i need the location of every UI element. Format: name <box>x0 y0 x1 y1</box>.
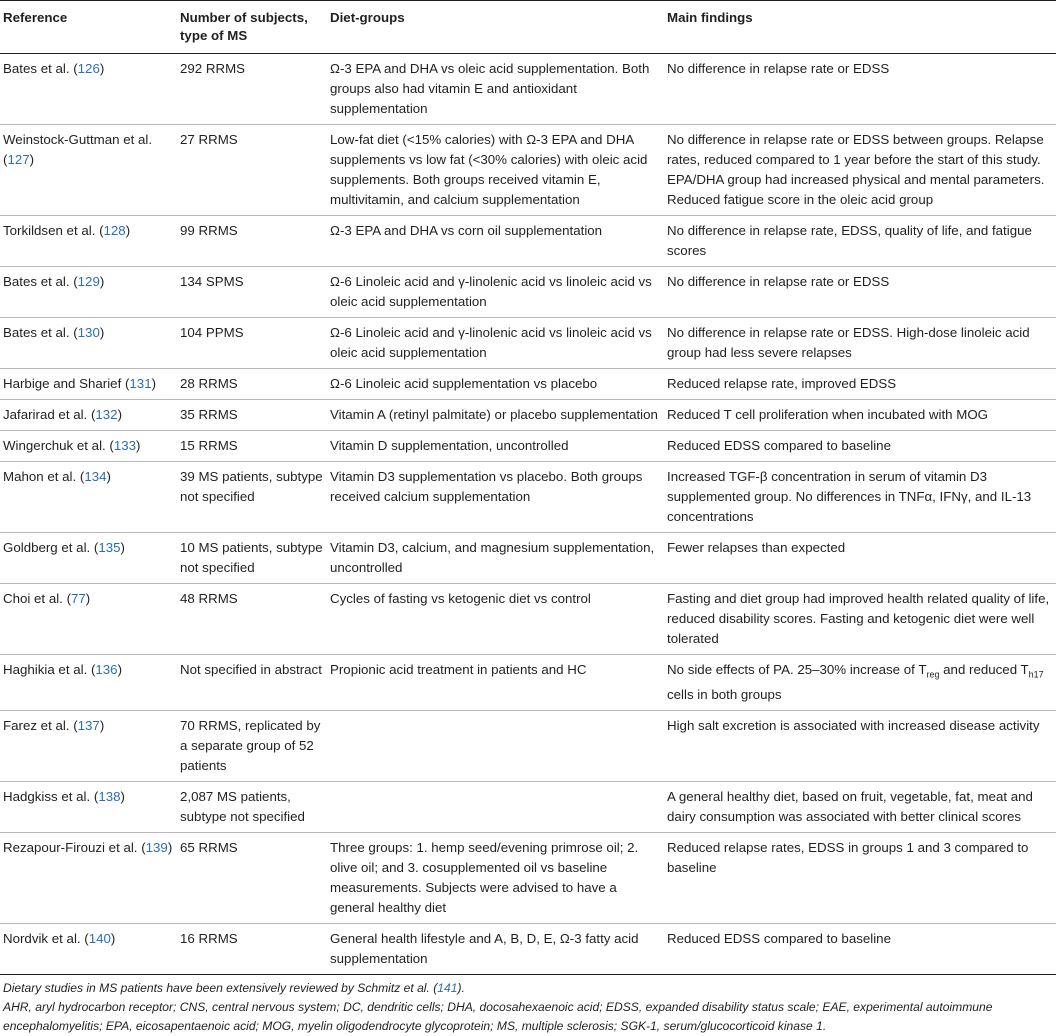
cell-diet-groups <box>330 710 667 781</box>
cell-reference <box>0 710 180 781</box>
cell-reference <box>0 267 180 318</box>
reference-link[interactable]: 135 <box>98 540 121 555</box>
reference-author: Jafarirad et al. ( <box>3 407 96 422</box>
header-row <box>0 1 1056 54</box>
table-header <box>0 1 1056 54</box>
reference-link[interactable]: 140 <box>88 930 111 946</box>
reference-link[interactable]: 133 <box>113 438 137 453</box>
reference-close: ) <box>136 438 141 453</box>
table-row <box>0 318 1056 369</box>
table-row <box>0 431 1056 462</box>
cell-diet-groups: Low-fat diet (<15% calories) with Ω-3 EPA and DHA supplements vs low fat (<30% calories) with oleic acid supplements. Both groups received vitamin E, multivitamin, and calcium supplementation <box>330 125 667 216</box>
cell-reference <box>0 584 180 655</box>
cell-reference <box>0 216 180 267</box>
reference-link[interactable]: 134 <box>84 469 107 484</box>
cell-diet-groups: Ω-6 Linoleic acid and γ-linolenic acid vs linoleic acid vs oleic acid supplementation <box>330 318 667 369</box>
table-row <box>0 584 1056 655</box>
cell-reference <box>0 125 180 216</box>
reference-link[interactable]: 130 <box>77 325 100 340</box>
table-body <box>0 54 1056 975</box>
cell-reference <box>0 431 180 462</box>
footnote-review <box>0 975 1056 998</box>
cell-main-findings: High salt excretion is associated with increased disease activity <box>667 710 1056 781</box>
cell-subjects: 28 RRMS <box>180 369 330 400</box>
reference-link[interactable]: 139 <box>145 839 168 855</box>
cell-main-findings: Reduced relapse rates, EDSS in groups 1 and 3 compared to baseline <box>667 832 1056 923</box>
reference-close: ) <box>99 717 105 733</box>
cell-diet-groups: Ω-6 Linoleic acid supplementation vs placebo <box>330 369 667 400</box>
cell-subjects: 48 RRMS <box>180 584 330 655</box>
footnote-abbreviations: AHR, aryl hydrocarbon receptor; CNS, central nervous system; DC, dendritic cells; DHA, docosahexaenoic acid; EDSS, expanded disability status scale; EAE, experimental autoimmune encephalomyelitis; EPA, eicosapentaenoic acid; MOG, myelin oligodendrocyte glycoprotein; MS, multiple sclerosis; SGK-1, serum/glucocorticoid kinase 1. <box>3 999 993 1033</box>
reference-author: Nordvik et al. ( <box>3 930 89 946</box>
reference-link[interactable]: 131 <box>129 376 152 391</box>
reference-close: ) <box>29 152 35 167</box>
cell-diet-groups: Ω-3 EPA and DHA vs corn oil supplementation <box>330 216 667 267</box>
cell-main-findings: A general healthy diet, based on fruit, vegetable, fat, meat and dairy consumption was associated with better clinical scores <box>667 781 1056 832</box>
cell-diet-groups: Cycles of fasting vs ketogenic diet vs control <box>330 584 667 655</box>
reference-author: Haghikia et al. ( <box>3 662 96 677</box>
reference-author: Bates et al. ( <box>3 325 78 340</box>
cell-subjects: 292 RRMS <box>180 54 330 125</box>
reference-close: ) <box>117 407 123 422</box>
cell-subjects: 10 MS patients, subtype not specified <box>180 533 330 584</box>
cell-reference <box>0 832 180 923</box>
reference-close: ) <box>99 325 105 340</box>
reference-author: Rezapour-Firouzi et al. ( <box>3 839 146 855</box>
cell-main-findings: Fasting and diet group had improved health related quality of life, reduced disability scores. Fasting and ketogenic diet were well tolerated <box>667 584 1056 655</box>
cell-reference <box>0 462 180 533</box>
table-row <box>0 125 1056 216</box>
cell-main-findings: Reduced EDSS compared to baseline <box>667 431 1056 462</box>
cell-main-findings: No difference in relapse rate or EDSS. High-dose linoleic acid group had less severe relapses <box>667 318 1056 369</box>
cell-main-findings: No side effects of PA. 25–30% increase of $T_{reg}$ and reduced $T_{h17}$ cells in both groups <box>667 655 1056 711</box>
reference-link[interactable]: 132 <box>95 407 118 422</box>
reference-author: Harbige and Sharief ( <box>3 376 130 391</box>
reference-author: Bates et al. ( <box>3 274 78 289</box>
cell-diet-groups: Three groups: 1. hemp seed/evening primrose oil; 2. olive oil; and 3. cosupplemented oil vs baseline measurements. Subjects were advised to have a general healthy diet <box>330 832 667 923</box>
reference-author: Goldberg et al. ( <box>3 540 99 555</box>
cell-main-findings: Reduced T cell proliferation when incubated with MOG <box>667 400 1056 431</box>
cell-main-findings: Reduced EDSS compared to baseline <box>667 923 1056 974</box>
cell-subjects: 15 RRMS <box>180 431 330 462</box>
reference-close: ) <box>99 274 105 289</box>
cell-main-findings: No difference in relapse rate, EDSS, quality of life, and fatigue scores <box>667 216 1056 267</box>
cell-subjects: 134 SPMS <box>180 267 330 318</box>
reference-author: Bates et al. ( <box>3 61 78 76</box>
table-row <box>0 369 1056 400</box>
cell-subjects: 104 PPMS <box>180 318 330 369</box>
reference-close: ) <box>125 223 131 238</box>
reference-link[interactable]: 138 <box>98 788 121 804</box>
cell-main-findings: Increased TGF-β concentration in serum of vitamin D3 supplemented group. No differences in TNFα, IFNγ, and IL-13 concentrations <box>667 462 1056 533</box>
reference-link[interactable]: 126 <box>77 61 100 76</box>
reference-close: ) <box>106 469 111 484</box>
cell-reference <box>0 781 180 832</box>
reference-close: ) <box>120 540 125 555</box>
reference-author: Mahon et al. ( <box>3 469 85 484</box>
table-row <box>0 832 1056 923</box>
cell-reference <box>0 369 180 400</box>
cell-subjects: 2,087 MS patients, subtype not specified <box>180 781 330 832</box>
reference-link[interactable]: 127 <box>7 152 30 167</box>
table-row <box>0 216 1056 267</box>
cell-main-findings: No difference in relapse rate or EDSS between groups. Relapse rates, reduced compared to 1 year before the start of this study. EPA/DHA group had increased physical and mental parameters. Reduced fatigue score in the oleic acid group <box>667 125 1056 216</box>
reference-close: ) <box>167 839 173 855</box>
header-main-findings: Main findings <box>667 1 1056 54</box>
cell-subjects: 99 RRMS <box>180 216 330 267</box>
cell-diet-groups: Vitamin A (retinyl palmitate) or placebo supplementation <box>330 400 667 431</box>
reference-author: Farez et al. ( <box>3 717 78 733</box>
cell-reference <box>0 400 180 431</box>
reference-link[interactable]: 128 <box>103 223 126 238</box>
table-row <box>0 781 1056 832</box>
reference-close: ) <box>120 788 125 804</box>
reference-close: ) <box>151 376 157 391</box>
reference-author: Wingerchuk et al. ( <box>3 438 114 453</box>
cell-subjects: 39 MS patients, subtype not specified <box>180 462 330 533</box>
reference-close: ) <box>117 662 123 677</box>
reference-link[interactable]: 137 <box>77 717 100 733</box>
table-row <box>0 655 1056 711</box>
footnote-ref-link[interactable]: 141 <box>437 980 458 995</box>
cell-subscript: h17 <box>1028 669 1044 680</box>
cell-main-findings: Fewer relapses than expected <box>667 533 1056 584</box>
cell-subjects: Not specified in abstract <box>180 655 330 711</box>
cell-subjects: 16 RRMS <box>180 923 330 974</box>
cell-subjects: 65 RRMS <box>180 832 330 923</box>
table-row <box>0 400 1056 431</box>
cell-diet-groups: Ω-3 EPA and DHA vs oleic acid supplementation. Both groups also had vitamin E and antioxidant supplementation <box>330 54 667 125</box>
cell-diet-groups: Propionic acid treatment in patients and HC <box>330 655 667 711</box>
cell-diet-groups: Vitamin D supplementation, uncontrolled <box>330 431 667 462</box>
table-row <box>0 267 1056 318</box>
cell-diet-groups: General health lifestyle and A, B, D, E, Ω-3 fatty acid supplementation <box>330 923 667 974</box>
reference-link[interactable]: 129 <box>77 274 100 289</box>
reference-author: Torkildsen et al. ( <box>3 223 104 238</box>
table-row <box>0 710 1056 781</box>
table-row <box>0 54 1056 125</box>
cell-subjects: 70 RRMS, replicated by a separate group of 52 patients <box>180 710 330 781</box>
cell-main-findings: No difference in relapse rate or EDSS <box>667 54 1056 125</box>
reference-link[interactable]: 136 <box>95 662 118 677</box>
reference-author: Hadgkiss et al. ( <box>3 788 99 804</box>
reference-link[interactable]: 77 <box>71 591 86 606</box>
reference-close: ) <box>99 61 105 76</box>
cell-reference <box>0 923 180 974</box>
cell-subscript: reg <box>926 669 940 680</box>
table-row <box>0 462 1056 533</box>
cell-main-findings: Reduced relapse rate, improved EDSS <box>667 369 1056 400</box>
cell-diet-groups: Vitamin D3 supplementation vs placebo. Both groups received calcium supplementation <box>330 462 667 533</box>
reference-author: Choi et al. ( <box>3 591 71 606</box>
cell-reference <box>0 54 180 125</box>
cell-reference <box>0 655 180 711</box>
reference-author: Weinstock-Guttman et al. ( <box>3 132 153 167</box>
header-subjects: Number of subjects, type of MS <box>180 1 330 54</box>
header-reference: Reference <box>0 1 180 54</box>
header-diet-groups: Diet-groups <box>330 1 667 54</box>
table-row <box>0 923 1056 974</box>
reference-close: ) <box>85 591 91 606</box>
cell-subjects: 35 RRMS <box>180 400 330 431</box>
cell-main-findings: No difference in relapse rate or EDSS <box>667 267 1056 318</box>
footnote-review-post: ). <box>457 980 465 995</box>
table-row <box>0 533 1056 584</box>
reference-close: ) <box>110 930 116 946</box>
cell-reference <box>0 318 180 369</box>
cell-diet-groups: Vitamin D3, calcium, and magnesium supplementation, uncontrolled <box>330 533 667 584</box>
cell-subjects: 27 RRMS <box>180 125 330 216</box>
cell-reference <box>0 533 180 584</box>
cell-diet-groups: Ω-6 Linoleic acid and γ-linolenic acid vs linoleic acid vs oleic acid supplementation <box>330 267 667 318</box>
cell-diet-groups <box>330 781 667 832</box>
footnote-review-pre: Dietary studies in MS patients have been extensively reviewed by Schmitz et al. ( <box>3 980 438 995</box>
